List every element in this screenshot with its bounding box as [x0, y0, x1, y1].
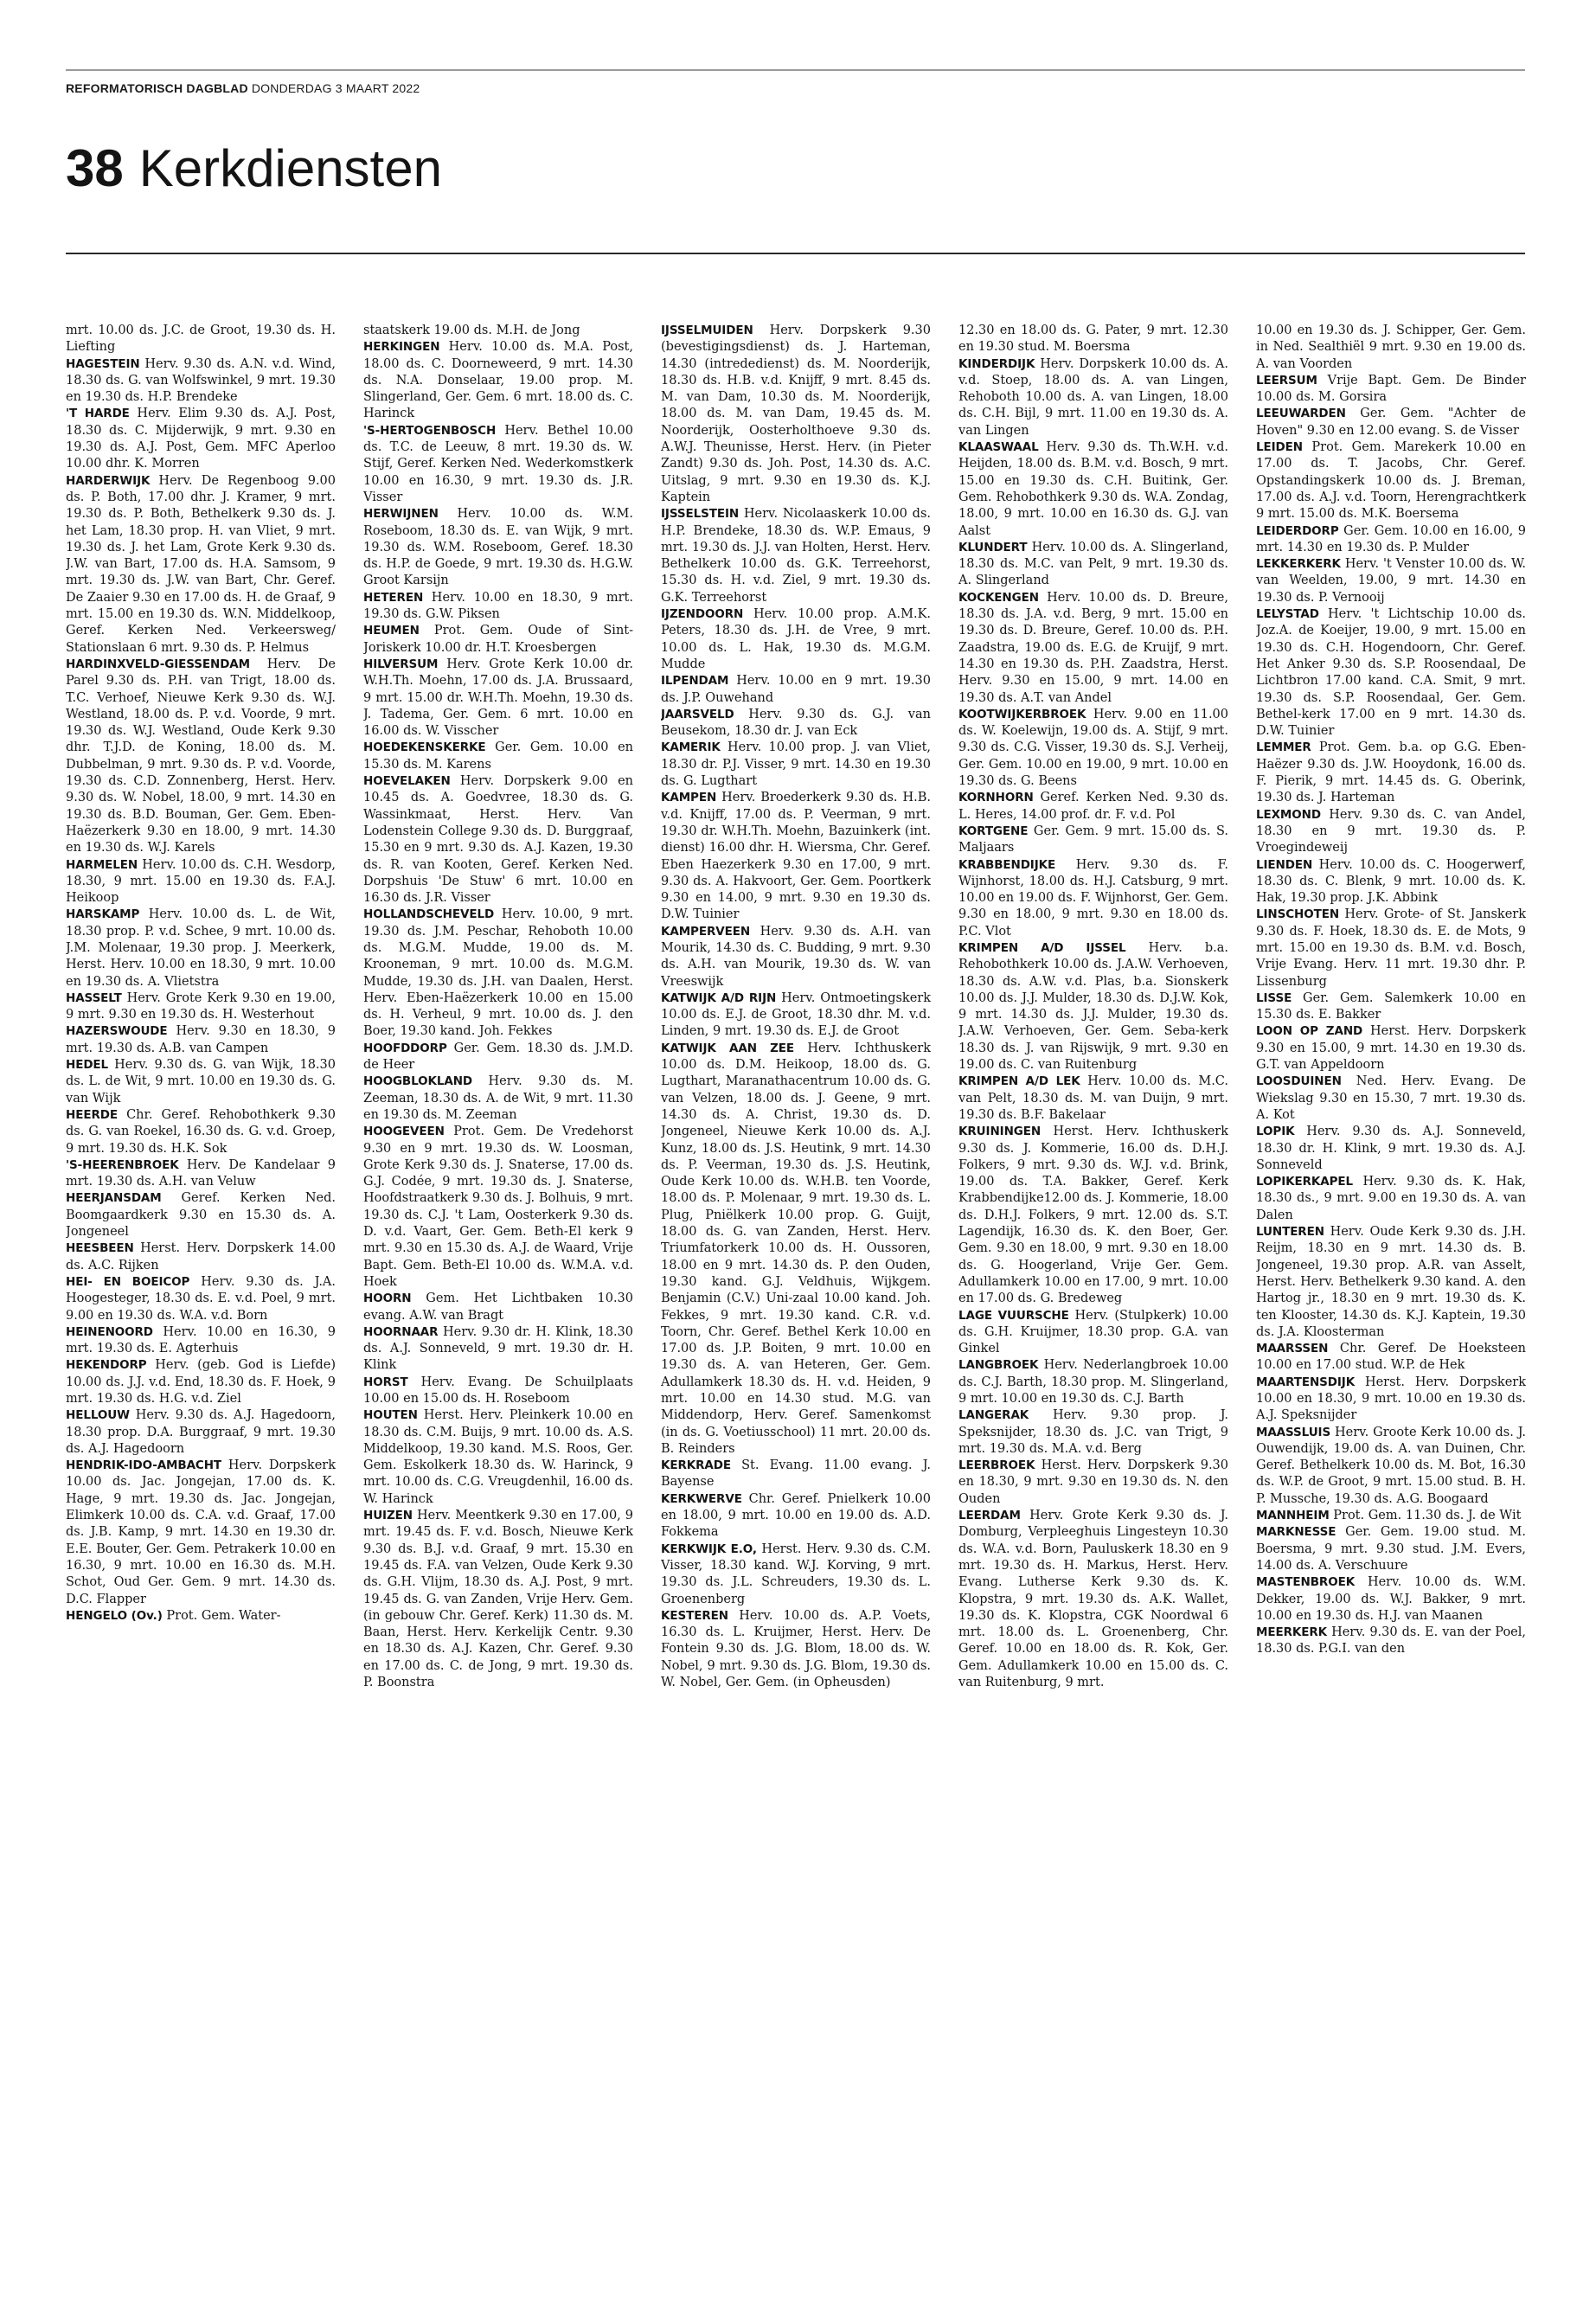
place-name: JAARSVELD: [661, 707, 734, 721]
service-details: Herv. 9.30 en 18.30, 9 mrt. 19.30 ds. A.B. van Campen: [66, 1024, 336, 1055]
service-details: Chr. Geref. Pnielkerk 10.00 en 18.00, 9 mrt. 10.00 en 19.00 ds. A.D. Fokkema: [661, 1491, 931, 1540]
place-name: HERKINGEN: [363, 340, 440, 355]
listing-entry: [1256, 807, 1526, 857]
service-details: Herv. 9.30 ds. K. Hak, 18.30 ds., 9 mrt. 9.00 en 19.30 ds. A. van Dalen: [1256, 1175, 1526, 1222]
listing-entry: [1256, 1425, 1526, 1508]
listing-entry: [661, 606, 931, 673]
service-details: Herv. 10.00 ds. M.A. Post, 18.00 ds. C. Doorneweerd, 9 mrt. 14.30 ds. N.A. Donselaar, 19.00 prop. M. Slingerland, Ger. Gem. 6 mrt. 18.00 ds. C. Harinck: [363, 340, 633, 421]
listing-entry: [66, 857, 336, 907]
service-details: Chr. Geref. De Hoeksteen 10.00 en 17.00 stud. W.P. de Hek: [1256, 1342, 1526, 1373]
listing-entry: [66, 1458, 336, 1608]
service-details: Herv. 9.30 ds. G.J. van Beusekom, 18.30 dr. J. van Eck: [661, 707, 931, 739]
place-name: KLUNDERT: [958, 540, 1028, 554]
listing-entry: [958, 590, 1228, 707]
top-rule: [66, 69, 1525, 71]
service-details: Herv. 10.00 prop. A.M.K. Peters, 18.30 ds. J.H. de Vree, 9 mrt. 10.00 ds. L. Hak, 19.30 ds. M.G.M. Mudde: [661, 607, 931, 671]
listing-entry: [1256, 1074, 1526, 1124]
place-name: 'T HARDE: [66, 407, 130, 421]
listing-entry: [661, 1541, 931, 1608]
column-5: [1256, 323, 1526, 2278]
service-details: Geref. Kerken Ned. Boomgaardkerk 9.30 en 15.30 ds. A. Jongeneel: [66, 1191, 336, 1240]
place-name: LEKKERKERK: [1256, 557, 1341, 572]
listing-entry: [66, 1357, 336, 1407]
service-details: St. Evang. 11.00 evang. J. Bayense: [661, 1458, 931, 1490]
place-name: KINDERDIJK: [958, 356, 1035, 371]
service-details: Herv. 9.30 ds. A.N. v.d. Wind, 18.30 ds. G. van Wolfswinkel, 9 mrt. 19.30 en 19.30 ds. H.P. Brendeke: [66, 356, 336, 405]
service-details: Herv. b.a. Rehobothkerk 10.00 ds. J.A.W. Verhoeven, 18.30 ds. A.W. v.d. Plas, b.a. Sionskerk 10.00 ds. J.J. Mulder, 18.30 ds. D.J.W. Kok, 9 mrt. 14.30 ds. J.J. Mulder, 19.30 ds. J.A.W. Verhoeven, Ger. Gem. Seba-kerk 18.30 ds. J. van Rijswijk, 9 mrt. 9.30 en 19.00 ds. C. van Ruitenburg: [958, 940, 1228, 1073]
service-details: Herv. Dorpskerk 10.00 ds. A. v.d. Stoep, 18.00 ds. A. van Lingen, Rehoboth 10.00 ds. A. van Lingen, 18.00 ds. C.H. Bijl, 9 mrt. 11.00 en 19.30 ds. A. van Lingen: [958, 356, 1228, 438]
place-name: LIENDEN: [1256, 857, 1313, 872]
service-details: Herv. Ontmoetingskerk 10.00 ds. E.J. de Groot, 18.30 dhr. M. v.d. Linden, 9 mrt. 19.30 ds. E.J. de Groot: [661, 990, 931, 1039]
place-name: LEERDAM: [958, 1509, 1021, 1523]
service-details: Prot. Gem. b.a. op G.G. Eben-Haëzer 9.30 ds. J.W. Hooydonk, 16.00 ds. F. Pierik, 9 mrt. 14.45 ds. G. Oberink, 19.30 ds. J. Harteman: [1256, 740, 1526, 805]
listing-entry: [661, 1458, 931, 1491]
service-details: Herv. 10.00 en 16.30, 9 mrt. 19.30 ds. E. Agterhuis: [66, 1324, 336, 1356]
place-name: HARMELEN: [66, 857, 138, 872]
service-details: Herst. Herv. 9.30 ds. C.M. Visser, 18.30 kand. W.J. Korving, 9 mrt. 19.30 ds. J.L. Schreuders, 19.30 ds. L. Groenenberg: [661, 1541, 931, 1606]
listing-entry: [363, 1041, 633, 1074]
listing-entry: [66, 1190, 336, 1240]
listing-entry: [661, 924, 931, 990]
listing-entry: [958, 707, 1228, 790]
place-name: HOOGBLOKLAND: [363, 1074, 473, 1089]
listing-entry: [66, 356, 336, 407]
place-name: LINSCHOTEN: [1256, 907, 1340, 922]
place-name: KLAASWAAL: [958, 440, 1039, 455]
service-details: Herst. Herv. Dorpskerk 10.00 en 18.30, 9 mrt. 10.00 en 19.30 ds. A.J. Speksnijder: [1256, 1375, 1526, 1423]
listing-entry: [363, 1324, 633, 1375]
listing-entry: [66, 907, 336, 990]
place-name: LOON OP ZAND: [1256, 1024, 1363, 1039]
place-name: HAZERSWOUDE: [66, 1024, 168, 1039]
listing-entry: [1256, 857, 1526, 907]
place-name: KRIMPEN A/D LEK: [958, 1074, 1080, 1089]
place-name: LUNTEREN: [1256, 1225, 1324, 1240]
place-name: KATWIJK A/D RIJN: [661, 990, 777, 1005]
listing-entry: [363, 657, 633, 740]
section-title: Kerkdiensten: [138, 139, 442, 197]
listing-entry: [1256, 1375, 1526, 1425]
listing-entry: [1256, 1174, 1526, 1224]
place-name: KOOTWIJKERBROEK: [958, 707, 1086, 721]
service-details: Herv. Grote Kerk 9.30 en 19.00, 9 mrt. 9.30 en 19.30 ds. H. Westerhout: [66, 990, 336, 1022]
place-name: HOORN: [363, 1292, 412, 1306]
service-details: Herst. Herv. Dorpskerk 9.30 en 15.00, 9 mrt. 14.30 en 19.30 ds. G.T. van Appeldoorn: [1256, 1024, 1526, 1073]
place-name: MANNHEIM: [1256, 1509, 1330, 1523]
service-details: 12.30 en 18.00 ds. G. Pater, 9 mrt. 12.30 en 19.30 stud. M. Boersma: [958, 324, 1228, 355]
service-details: Herv. (geb. God is Liefde) 10.00 ds. J.J. v.d. End, 18.30 ds. F. Hoek, 9 mrt. 19.30 ds. H.G. v.d. Ziel: [66, 1358, 336, 1406]
service-details: Gem. Het Lichtbaken 10.30 evang. A.W. van Bragt: [363, 1292, 633, 1323]
listing-entry: [363, 1407, 633, 1508]
place-name: HEI- EN BOEICOP: [66, 1274, 190, 1289]
listing-entry: [958, 1308, 1228, 1358]
service-details: Herv. 9.00 en 11.00 ds. W. Koelewijn, 19.00 ds. A. Stijf, 9 mrt. 9.30 ds. C.G. Visser, 19.30 ds. S.J. Verheij, Ger. Gem. 10.00 en 19.00, 9 mrt. 10.00 en 19.30 ds. G. Beens: [958, 707, 1228, 789]
service-details: Herv. 9.30 ds. F. Wijnhorst, 18.00 ds. H.J. Catsburg, 9 mrt. 10.00 en 19.00 ds. F. Wijnhorst, Ger. Gem. 9.30 en 18.00, 9 mrt. 9.30 en 18.00 ds. P.C. Vlot: [958, 857, 1228, 939]
place-name: HEINENOORD: [66, 1324, 153, 1339]
place-name: LOPIK: [1256, 1125, 1295, 1139]
service-details: Herv. 9.30 dr. H. Klink, 18.30 ds. A.J. Sonneveld, 9 mrt. 19.30 dr. H. Klink: [363, 1324, 633, 1373]
service-details: Ger. Gem. Salemkerk 10.00 en 15.30 ds. E. Bakker: [1256, 990, 1526, 1022]
listing-entry: [66, 657, 336, 857]
service-details: Prot. Gem. Water-: [166, 1608, 281, 1623]
place-name: KRUININGEN: [958, 1125, 1042, 1139]
listing-entry: [363, 623, 633, 657]
place-name: LEXMOND: [1256, 807, 1321, 822]
place-name: HARDINXVELD-GIESSENDAM: [66, 657, 250, 671]
place-name: LANGERAK: [958, 1408, 1029, 1423]
place-name: KRABBENDIJKE: [958, 857, 1056, 872]
listing-entry: [958, 940, 1228, 1074]
service-details: Herv. 9.30 prop. J. Speksnijder, 18.30 ds. J.C. van Trigt, 9 mrt. 19.30 ds. M.A. v.d. Berg: [958, 1408, 1228, 1456]
title-rule: [66, 253, 1525, 254]
service-details: Ger. Gem. 19.00 stud. M. Boersma, 9 mrt. 9.30 stud. J.M. Evers, 14.00 ds. A. Verschuure: [1256, 1525, 1526, 1573]
service-details: Herv. 't Lichtschip 10.00 ds. Joz.A. de Koeijer, 19.00, 9 mrt. 15.00 en 19.30 ds. C.H. Hogendoorn, Chr. Geref. Het Anker 9.30 ds. S.P. Roosendaal, De Lichtbron 17.00 kand. C.A. Smit, 9 mrt. 19.30 ds. S.P. Roosendaal, Ger. Gem. Bethel-kerk 17.00 en 9 mrt. 14.30 ds. D.W. Tuinier: [1256, 607, 1526, 739]
service-details: Herst. Herv. Pleinkerk 10.00 en 18.30 ds. C.M. Buijs, 9 mrt. 10.00 ds. A.S. Middelkoop, 19.30 kand. M.S. Roos, Ger. Gem. Eskolkerk 18.30 ds. W. Harinck, 9 mrt. 10.00 ds. C.G. Vreugdenhil, 16.00 ds. W. Harinck: [363, 1408, 633, 1506]
place-name: LEERSUM: [1256, 373, 1317, 388]
place-name: KERKWERVE: [661, 1491, 742, 1506]
place-name: KERKRADE: [661, 1458, 732, 1473]
place-name: HORST: [363, 1375, 408, 1389]
column-4: [958, 323, 1228, 2278]
place-name: HASSELT: [66, 990, 122, 1005]
service-details: Herv. Nicolaaskerk 10.00 ds. H.P. Brendeke, 18.30 ds. W.P. Emaus, 9 mrt. 19.30 ds. J.J. van Holten, Herst. Herv. Bethelkerk 10.00 ds. G.K. Terreehorst, 15.30 ds. H. v.d. Ziel, 9 mrt. 19.30 ds. G.K. Terreehorst: [661, 507, 931, 605]
issue-date: DONDERDAG 3 MAART 2022: [251, 81, 420, 95]
listing-entry: [66, 473, 336, 657]
listing-entry: [661, 506, 931, 606]
service-details: Ger. Gem. 18.30 ds. J.M.D. de Heer: [363, 1041, 633, 1073]
place-name: LEMMER: [1256, 740, 1311, 755]
place-name: HELLOUW: [66, 1408, 130, 1423]
listing-entry: [661, 673, 931, 707]
service-details: Herv. Bethel 10.00 ds. T.C. de Leeuw, 8 mrt. 19.30 ds. W. Stijf, Geref. Kerken Ned. Wederkomstkerk 10.00 en 16.30, 9 mrt. 19.30 ds. J.R. Visser: [363, 423, 633, 504]
listing-columns: [66, 323, 1528, 2278]
service-details: Herv. 10.00 ds. W.M. Roseboom, 18.30 ds. E. van Wijk, 9 mrt. 19.30 ds. W.M. Roseboom, Geref. 18.30 ds. H.P. de Goede, 9 mrt. 19.30 ds. H.G.W. Groot Karsijn: [363, 507, 633, 588]
place-name: HEERDE: [66, 1107, 118, 1122]
place-name: HENGELO (Ov.): [66, 1608, 163, 1623]
listing-entry: [1256, 1508, 1526, 1524]
place-name: HARSKAMP: [66, 907, 140, 922]
listing-entry: [1256, 556, 1526, 606]
place-name: HOEVELAKEN: [363, 774, 451, 789]
place-name: HOEDEKENSKERKE: [363, 740, 486, 755]
place-name: MARKNESSE: [1256, 1525, 1336, 1540]
listing-entry: [958, 1357, 1228, 1407]
service-details: Herv. De Parel 9.30 ds. P.H. van Trigt, 18.00 ds. T.C. Verhoef, Nieuwe Kerk 9.30 ds. W.J. Westland, 18.00 ds. P. v.d. Voorde, 9 mrt. 19.30 ds. W.J. Westland, Oude Kerk 9.30 dhr. T.J.D. de Koning, 18.00 ds. M. Dubbelman, 9 mrt. 9.30 ds. P. v.d. Voorde, 19.30 ds. C.D. Zonnenberg, Herst. Herv. 9.30 ds. W. Nobel, 18.00, 9 mrt. 14.30 en 19.30 ds. B.D. Bouman, Ger. Gem. Eben-Haëzerkerk 9.30 en 18.00, 9 mrt. 14.30 en 19.30 ds. W.J. Karels: [66, 657, 336, 856]
service-details: Herv. 10.00, 9 mrt. 19.30 ds. J.M. Peschar, Rehoboth 10.00 ds. M.G.M. Mudde, 19.00 ds. M. Krooneman, 9 mrt. 10.00 ds. M.G.M. Mudde, 19.30 ds. J.H. van Daalen, Herst. Herv. Eben-Haëzerkerk 10.00 en 15.00 ds. H. Verheul, 9 mrt. 10.00 ds. J. den Boer, 19.30 kand. Joh. Fekkes: [363, 907, 633, 1039]
place-name: MAARSSEN: [1256, 1342, 1329, 1356]
listing-entry: [66, 1157, 336, 1191]
listing-entry: [958, 356, 1228, 439]
listing-entry: [1256, 1341, 1526, 1375]
place-name: LEIDERDORP: [1256, 523, 1339, 538]
place-name: LEEUWARDEN: [1256, 407, 1346, 421]
listing-entry: [363, 506, 633, 589]
newspaper-name: REFORMATORISCH DAGBLAD: [66, 81, 248, 95]
service-details: Herv. Dorpskerk 9.00 en 10.45 ds. A. Goedvree, 18.30 ds. G. Wassinkmaat, Herst. Herv. Van Lodenstein College 9.30 ds. D. Burggraaf, 15.30 en 9 mrt. 9.30 ds. A.J. Kazen, 19.30 ds. R. van Kooten, Geref. Kerken Ned. Dorpshuis 'De Stuw' 6 mrt. 10.00 en 16.30 ds. J.R. Visser: [363, 774, 633, 906]
listing-entry: [958, 857, 1228, 940]
place-name: HOOGEVEEN: [363, 1125, 445, 1139]
listing-entry: [661, 707, 931, 740]
service-details: Herst. Herv. Dorpskerk 9.30 en 18.30, 9 mrt. 9.30 en 19.30 ds. N. den Ouden: [958, 1458, 1228, 1506]
listing-entry: [958, 439, 1228, 540]
service-details: Herv. 10.00 en 9 mrt. 19.30 ds. J.P. Ouwehand: [661, 674, 931, 705]
place-name: HOLLANDSCHEVELD: [363, 907, 495, 922]
listing-entry: [958, 1508, 1228, 1691]
listing-entry: [66, 1240, 336, 1274]
place-name: HEUMEN: [363, 624, 420, 638]
listing-entry: [1256, 523, 1526, 557]
service-details: Herv. Dorpskerk 9.30 (bevestigingsdienst) ds. J. Harteman, 14.30 (intrededienst) ds. M. Noorderijk, 18.30 ds. H.B. v.d. Knijff, 9 mrt. 8.45 ds. M. van Dam, 10.30 ds. M. Noorderijk, 18.00 ds. M. van Dam, 19.45 ds. M. Noorderijk, Oosterholthoeve 9.30 ds. A.W.J. Theunisse, Herst. Herv. (in Pieter Zandt) 9.30 ds. Joh. Post, 14.30 ds. A.C. Uitslag, 9 mrt. 9.30 en 19.30 ds. K.J. Kaptein: [661, 324, 931, 504]
place-name: HERWIJNEN: [363, 507, 439, 522]
service-details: mrt. 10.00 ds. J.C. de Groot, 19.30 ds. H. Liefting: [66, 324, 336, 355]
service-details: Herv. 10.00 ds. A.P. Voets, 16.30 ds. L. Kruijmer, Herst. Herv. De Fontein 9.30 ds. J.G. Blom, 18.00 ds. W. Nobel, 9 mrt. 9.30 ds. J.G. Blom, 19.30 ds. W. Nobel, Ger. Gem. (in Opheusden): [661, 1608, 931, 1690]
service-details: Herv. 10.00 en 18.30, 9 mrt. 19.30 ds. G.W. Piksen: [363, 590, 633, 622]
service-details: Herst. Herv. Ichthuskerk 9.30 ds. J. Kommerie, 16.00 ds. D.H.J. Folkers, 9 mrt. 9.30 ds. W.J. v.d. Brink, 19.00 ds. T.A. Bakker, Geref. Kerk Krabbendijke12.00 ds. J. Kommerie, 18.00 ds. D.H.J. Folkers, 9 mrt. 12.00 ds. S.T. Lagendijk, 16.30 ds. K. den Boer, Ger. Gem. 9.30 en 18.00, 9 mrt. 9.30 en 18.00 ds. G. Hoogerland, Vrije Ger. Gem. Adullamkerk 10.00 en 17.00, 9 mrt. 10.00 en 17.00 ds. G. Bredeweg: [958, 1125, 1228, 1306]
service-details: Geref. Kerken Ned. 9.30 ds. L. Heres, 14.00 prof. dr. F. v.d. Pol: [958, 791, 1228, 822]
page-title: [66, 138, 442, 199]
place-name: MAASSLUIS: [1256, 1425, 1331, 1439]
column-3: [661, 323, 931, 2278]
place-name: MASTENBROEK: [1256, 1575, 1356, 1590]
listing-entry: [661, 1608, 931, 1691]
service-details: Herv. (Stulpkerk) 10.00 ds. G.H. Kruijmer, 18.30 prop. G.A. van Ginkel: [958, 1308, 1228, 1356]
listing-entry: [363, 1508, 633, 1691]
listing-entry: [1256, 439, 1526, 522]
place-name: KERKWIJK E.O,: [661, 1541, 757, 1556]
running-header: [66, 81, 420, 95]
place-name: ILPENDAM: [661, 674, 729, 689]
listing-entry: [1256, 1574, 1526, 1625]
service-details: Ned. Herv. Evang. De Wiekslag 9.30 en 15.30, 7 mrt. 19.30 ds. A. Kot: [1256, 1074, 1526, 1122]
service-details: Herv. Dorpskerk 10.00 ds. Jac. Jongejan, 17.00 ds. K. Hage, 9 mrt. 19.30 ds. Jac. Jongejan, Elimkerk 10.00 ds. C.A. v.d. Graaf, 17.00 ds. J.B. Kamp, 9 mrt. 14.30 en 19.30 dr. E.E. Bouter, Ger. Gem. Petrakerk 10.00 en 16.30, 9 mrt. 10.00 en 16.30 ds. M.H. Schot, Oud Ger. Gem. 9 mrt. 14.30 ds. D.C. Flapper: [66, 1458, 336, 1606]
service-details: Herv. Meentkerk 9.30 en 17.00, 9 mrt. 19.45 ds. F. v.d. Bosch, Nieuwe Kerk 9.30 ds. B.J. v.d. Graaf, 9 mrt. 15.30 en 19.45 ds. F.A. van Velzen, Oude Kerk 9.30 ds. G.H. Vlijm, 18.30 ds. A.J. Post, 9 mrt. 19.45 ds. G. van Zanden, Vrije Herv. Gem. (in gebouw Chr. Geref. Kerk) 11.30 ds. M. Baan, Herst. Herv. Kerkelijk Centr. 9.30 en 18.30 ds. A.J. Kazen, Chr. Geref. 9.30 en 17.00 ds. C. de Jong, 9 mrt. 19.30 ds. P. Boonstra: [363, 1509, 633, 1690]
listing-entry: [363, 423, 633, 506]
service-details: staatskerk 19.00 ds. M.H. de Jong: [363, 324, 580, 337]
service-details: Chr. Geref. Rehobothkerk 9.30 ds. G. van Roekel, 16.30 ds. G. v.d. Groep, 9 mrt. 19.30 ds. H.K. Sok: [66, 1107, 336, 1156]
listing-entry: [1256, 406, 1526, 439]
service-details: Herv. 9.30 ds. M. Zeeman, 18.30 ds. A. de Wit, 9 mrt. 11.30 en 19.30 ds. M. Zeeman: [363, 1074, 633, 1122]
place-name: LANGBROEK: [958, 1358, 1039, 1373]
place-name: 'S-HERTOGENBOSCH: [363, 423, 497, 438]
service-details: Ger. Gem. "Achter de Hoven" 9.30 en 12.00 evang. S. de Visser: [1256, 407, 1526, 438]
place-name: LAGE VUURSCHE: [958, 1308, 1069, 1323]
service-details: Herv. Evang. De Schuilplaats 10.00 en 15.00 ds. H. Roseboom: [363, 1375, 633, 1406]
place-name: IJSSELMUIDEN: [661, 324, 753, 337]
service-details: Herv. 9.30 ds. A.J. Sonneveld, 18.30 dr. H. Klink, 9 mrt. 19.30 ds. A.J. Sonneveld: [1256, 1125, 1526, 1172]
listing-entry: [363, 1375, 633, 1408]
listing-entry: [363, 339, 633, 422]
service-details: Herv. De Kandelaar 9 mrt. 19.30 ds. A.H. van Veluw: [66, 1157, 336, 1189]
listing-entry: [66, 406, 336, 472]
listing-entry: [1256, 1524, 1526, 1574]
service-details: Herv. Grote Kerk 9.30 ds. J. Domburg, Verpleeghuis Lingesteyn 10.30 ds. W.A. v.d. Born, Pauluskerk 18.30 en 9 mrt. 19.30 ds. H. Markus, Herst. Herv. Evang. Lutherse Kerk 9.30 ds. K. Klopstra, 9 mrt. 19.30 ds. A.K. Wallet, 19.30 ds. K. Klopstra, CGK Noordwal 6 mrt. 18.00 ds. L. Groenenberg, Chr. Geref. 10.00 en 18.00 ds. R. Kok, Ger. Gem. Adullamkerk 10.00 en 15.00 ds. C. van Ruitenburg, 9 mrt.: [958, 1509, 1228, 1690]
place-name: HOOFDDORP: [363, 1041, 447, 1055]
service-details: Prot. Gem. Oude of Sint-Joriskerk 10.00 dr. H.T. Kroesbergen: [363, 624, 633, 655]
service-details: 10.00 en 19.30 ds. J. Schipper, Ger. Gem. in Ned. Sealthiël 9 mrt. 9.30 en 19.00 ds. A. van Voorden: [1256, 324, 1526, 371]
listing-entry: [958, 790, 1228, 824]
listing-entry: [661, 1041, 931, 1458]
listing-entry: [66, 1274, 336, 1324]
service-details: Vrije Bapt. Gem. De Binder 10.00 ds. M. Gorsira: [1256, 373, 1526, 405]
service-details: Herv. 10.00 ds. L. de Wit, 18.30 prop. P. v.d. Schee, 9 mrt. 10.00 ds. J.M. Molenaar, 19.30 prop. J. Meerkerk, Herst. Herv. 10.00 en 18.30, 9 mrt. 10.00 en 19.30 ds. A. Vlietstra: [66, 907, 336, 989]
service-details: Herv. Nederlangbroek 10.00 ds. C.J. Barth, 18.30 prop. M. Slingerland, 9 mrt. 10.00 en 19.30 ds. C.J. Barth: [958, 1358, 1228, 1406]
place-name: LISSE: [1256, 990, 1292, 1005]
listing-entry: [363, 1124, 633, 1291]
listing-entry: [363, 323, 633, 339]
place-name: HETEREN: [363, 590, 424, 605]
listing-entry: [363, 1074, 633, 1124]
service-details: Herv. De Regenboog 9.00 ds. P. Both, 17.00 dhr. J. Kramer, 9 mrt. 19.30 ds. P. Both, Bethelkerk 9.30 ds. J. het Lam, 18.30 prop. H. van Vliet, 9 mrt. 19.30 ds. J. het Lam, Grote Kerk 9.30 ds. J.W. van Bart, 17.00 ds. H.A. Samsom, 9 mrt. 19.30 ds. J.W. van Bart, Chr. Geref. De Zaaier 9.30 en 17.00 ds. H. de Graaf, 9 mrt. 15.00 en 19.30 ds. W.N. Middelkoop, Geref. Kerken Ned. Verkeersweg/ Stationslaan 6 mrt. 9.30 ds. P. Helmus: [66, 473, 336, 655]
place-name: KOCKENGEN: [958, 590, 1039, 605]
listing-entry: [363, 907, 633, 1040]
service-details: Prot. Gem. 11.30 ds. J. de Wit: [1333, 1509, 1522, 1523]
listing-entry: [66, 990, 336, 1024]
listing-entry: [661, 790, 931, 923]
place-name: KAMERIK: [661, 740, 721, 755]
place-name: HUIZEN: [363, 1509, 413, 1523]
place-name: HEKENDORP: [66, 1358, 147, 1373]
page-number: 38: [66, 139, 124, 197]
place-name: 'S-HEERENBROEK: [66, 1157, 179, 1172]
service-details: Ger. Gem. 10.00 en 16.00, 9 mrt. 14.30 en 19.30 ds. P. Mulder: [1256, 523, 1526, 554]
listing-entry: [958, 1458, 1228, 1508]
place-name: KORTGENE: [958, 824, 1029, 838]
listing-entry: [661, 990, 931, 1041]
service-details: Herv. 9.30 ds. Th.W.H. v.d. Heijden, 18.00 ds. B.M. v.d. Bosch, 9 mrt. 15.00 en 19.30 ds. C.H. Buitink, Ger. Gem. Rehobothkerk 9.30 ds. W.A. Zondag, 18.00, 9 mrt. 10.00 en 16.30 ds. G.J. van Aalst: [958, 440, 1228, 538]
place-name: MAARTENSDIJK: [1256, 1375, 1356, 1389]
listing-entry: [1256, 740, 1526, 806]
listing-entry: [958, 540, 1228, 590]
listing-entry: [1256, 1023, 1526, 1074]
listing-entry: [661, 323, 931, 506]
service-details: Herv. 10.00 ds. W.M. Dekker, 19.00 ds. W.J. Bakker, 9 mrt. 10.00 en 19.30 ds. H.J. van Maanen: [1256, 1575, 1526, 1623]
listing-entry: [1256, 606, 1526, 740]
service-details: Herv. Grote- of St. Janskerk 9.30 ds. F. Hoek, 18.30 ds. E. de Mots, 9 mrt. 15.00 en 19.30 ds. B.M. v.d. Bosch, Vrije Evang. Herv. 11 mrt. 19.30 dhr. P. Lissenburg: [1256, 907, 1526, 989]
listing-entry: [1256, 907, 1526, 990]
listing-entry: [1256, 990, 1526, 1024]
column-1: [66, 323, 336, 2278]
service-details: Prot. Gem. Marekerk 10.00 en 17.00 ds. T. Jacobs, Chr. Geref. Opstandingskerk 10.00 ds. J. Breman, 17.00 ds. A.J. v.d. Toorn, Herengrachtkerk 9 mrt. 15.00 ds. M.K. Boersema: [1256, 440, 1526, 522]
service-details: Herst. Herv. Dorpskerk 14.00 ds. A.C. Rijken: [66, 1241, 336, 1272]
listing-entry: [958, 323, 1228, 356]
service-details: Herv. 10.00 ds. A. Slingerland, 18.30 ds. M.C. van Pelt, 9 mrt. 19.30 ds. A. Slingerland: [958, 540, 1228, 588]
listing-entry: [363, 1291, 633, 1324]
service-details: Herv. Groote Kerk 10.00 ds. J. Ouwendijk, 19.00 ds. A. van Duinen, Chr. Geref. Bethelkerk 10.00 ds. M. Bot, 16.30 ds. W.P. de Groot, 9 mrt. 15.00 stud. B. H. P. Mussche, 19.30 ds. A.G. Boogaard: [1256, 1425, 1526, 1506]
place-name: IJSSELSTEIN: [661, 507, 740, 522]
service-details: Ger. Gem. 10.00 en 15.30 ds. M. Karens: [363, 740, 633, 772]
listing-entry: [661, 1491, 931, 1541]
service-details: Herv. Grote Kerk 10.00 dr. W.H.Th. Moehn, 17.00 ds. J.A. Brussaard, 9 mrt. 15.00 dr. W.H.Th. Moehn, 19.30 ds. J. Tadema, Ger. Gem. 6 mrt. 10.00 en 16.00 ds. W. Visscher: [363, 657, 633, 739]
place-name: HEDEL: [66, 1058, 109, 1073]
place-name: LEIDEN: [1256, 440, 1303, 455]
column-2: [363, 323, 633, 2278]
service-details: Herv. 9.30 ds. J.A. Hoogesteger, 18.30 ds. E. v.d. Poel, 9 mrt. 9.00 en 19.30 ds. W.A. v.d. Born: [66, 1274, 336, 1323]
place-name: KORNHORN: [958, 791, 1034, 805]
place-name: KRIMPEN A/D IJSSEL: [958, 940, 1126, 955]
listing-entry: [1256, 373, 1526, 407]
listing-entry: [66, 323, 336, 356]
service-details: Herv. 9.30 ds. A.H. van Mourik, 14.30 ds. C. Budding, 9 mrt. 9.30 ds. A.H. van Mourik, 19.30 ds. W. van Vreeswijk: [661, 924, 931, 989]
service-details: Herv. 9.30 ds. G. van Wijk, 18.30 ds. L. de Wit, 9 mrt. 10.00 en 19.30 ds. G. van Wijk: [66, 1058, 336, 1106]
listing-entry: [1256, 1124, 1526, 1174]
place-name: LELYSTAD: [1256, 607, 1319, 622]
listing-entry: [66, 1107, 336, 1157]
listing-entry: [66, 1407, 336, 1458]
service-details: Ger. Gem. 9 mrt. 15.00 ds. S. Maljaars: [958, 824, 1228, 856]
place-name: MEERKERK: [1256, 1625, 1328, 1640]
place-name: HARDERWIJK: [66, 473, 151, 488]
listing-entry: [1256, 1625, 1526, 1658]
listing-entry: [958, 1074, 1228, 1124]
service-details: Herv. Elim 9.30 ds. A.J. Post, 18.30 ds. C. Mijderwijk, 9 mrt. 9.30 en 19.30 ds. A.J. Post, Gem. MFC Aperloo 10.00 dhr. K. Morren: [66, 407, 336, 471]
listing-entry: [66, 1057, 336, 1107]
service-details: Herv. 9.30 ds. A.J. Hagedoorn, 18.30 prop. D.A. Burggraaf, 9 mrt. 19.30 ds. A.J. Hagedoorn: [66, 1408, 336, 1456]
place-name: KAMPEN: [661, 791, 717, 805]
listing-entry: [66, 1324, 336, 1358]
place-name: KAMPERVEEN: [661, 924, 751, 939]
place-name: LEERBROEK: [958, 1458, 1035, 1473]
place-name: KATWIJK AAN ZEE: [661, 1041, 795, 1055]
service-details: Herv. 9.30 ds. C. van Andel, 18.30 en 9 mrt. 19.30 ds. P. Vroegindeweij: [1256, 807, 1526, 856]
service-details: Herv. 10.00 ds. D. Breure, 18.30 ds. J.A. v.d. Berg, 9 mrt. 15.00 en 19.30 ds. D. Breure, Geref. 10.00 ds. P.H. Zaadstra, 19.00 ds. E.G. de Kruijf, 9 mrt. 14.30 en 19.30 ds. P.H. Zaadstra, Herst. Herv. 9.30 en 15.00, 9 mrt. 14.00 en 19.30 ds. A.T. van Andel: [958, 590, 1228, 705]
listing-entry: [66, 1023, 336, 1057]
listing-entry: [363, 590, 633, 624]
place-name: KESTEREN: [661, 1608, 728, 1623]
place-name: HILVERSUM: [363, 657, 439, 671]
listing-entry: [363, 740, 633, 773]
service-details: Prot. Gem. De Vredehorst 9.30 en 9 mrt. 19.30 ds. W. Loosman, Grote Kerk 9.30 ds. J. Snaterse, 17.00 ds. G.J. Codée, 9 mrt. 19.30 ds. J. Snaterse, Hoofdstraatkerk 9.30 ds. J. Bolhuis, 9 mrt. 19.30 ds. C.J. 't Lam, Oosterkerk 9.30 ds. D. v.d. Vaart, Ger. Gem. Beth-El kerk 9 mrt. 9.30 en 15.30 ds. A.J. de Waard, Vrije Bapt. Gem. Beth-El 10.00 ds. W.M.A. v.d. Hoek: [363, 1125, 633, 1289]
listing-entry: [66, 1608, 336, 1625]
service-details: Herv. 10.00 prop. J. van Vliet, 18.30 dr. P.J. Visser, 9 mrt. 14.30 en 19.30 ds. G. Lugthart: [661, 740, 931, 789]
place-name: HOORNAAR: [363, 1324, 439, 1339]
place-name: HEESBEEN: [66, 1241, 134, 1256]
service-details: Herv. 10.00 ds. C.H. Wesdorp, 18.30, 9 mrt. 15.00 en 19.30 ds. F.A.J. Heikoop: [66, 857, 336, 906]
service-details: Herv. 10.00 ds. M.C. van Pelt, 18.30 ds. M. van Duijn, 9 mrt. 19.30 ds. B.F. Bakelaar: [958, 1074, 1228, 1122]
listing-entry: [958, 824, 1228, 857]
listing-entry: [363, 773, 633, 907]
service-details: Herv. Oude Kerk 9.30 ds. J.H. Reijm, 18.30 en 9 mrt. 14.30 ds. B. Jongeneel, 19.30 prop. A.R. van Asselt, Herst. Herv. Bethelkerk 9.30 kand. A. den Hartog jr., 18.30 en 9 mrt. 19.30 ds. K. ten Klooster, 14.30 ds. K.J. Kaptein, 19.30 ds. J.A. Kloosterman: [1256, 1225, 1526, 1339]
service-details: Herv. Broederkerk 9.30 ds. H.B. v.d. Knijff, 17.00 ds. P. Veerman, 9 mrt. 19.30 dr. W.H.Th. Moehn, Bazuinkerk (int. dienst) 16.00 dhr. H. Wiersma, Chr. Geref. Eben Haezerkerk 9.30 en 17.00, 9 mrt. 9.30 ds. A. Hakvoort, Ger. Gem. Poortkerk 9.30 en 14.00, 9 mrt. 9.30 en 19.30 ds. D.W. Tuinier: [661, 791, 931, 922]
place-name: HAGESTEIN: [66, 356, 140, 371]
place-name: HENDRIK-IDO-AMBACHT: [66, 1458, 222, 1473]
place-name: IJZENDOORN: [661, 607, 744, 622]
service-details: Herv. 10.00 ds. C. Hoogerwerf, 18.30 ds. C. Blenk, 9 mrt. 10.00 ds. K. Hak, 19.30 prop. J.K. Abbink: [1256, 857, 1526, 906]
service-details: Herv. 9.30 ds. E. van der Poel, 18.30 ds. P.G.I. van den: [1256, 1625, 1526, 1657]
listing-entry: [1256, 1224, 1526, 1341]
listing-entry: [661, 740, 931, 790]
place-name: HEERJANSDAM: [66, 1191, 162, 1206]
place-name: HOUTEN: [363, 1408, 418, 1423]
service-details: Herv. 't Venster 10.00 ds. W. van Weelden, 19.00, 9 mrt. 14.30 en 19.30 ds. P. Vernooij: [1256, 557, 1526, 605]
place-name: LOOSDUINEN: [1256, 1074, 1342, 1089]
listing-entry: [1256, 323, 1526, 373]
listing-entry: [958, 1124, 1228, 1307]
place-name: LOPIKERKAPEL: [1256, 1175, 1354, 1189]
listing-entry: [958, 1407, 1228, 1458]
service-details: Herv. Ichthuskerk 10.00 ds. D.M. Heikoop, 18.00 ds. G. Lugthart, Maranathacentrum 10.00 ds. G. van Velzen, 18.00 ds. J. Geene, 9 mrt. 14.30 ds. A. Christ, 19.30 ds. D. Jongeneel, Nieuwe Kerk 10.00 ds. A.J. Kunz, 18.00 ds. J.S. Heutink, 9 mrt. 14.30 ds. P. Veerman, 19.30 ds. J.S. Heutink, Oude Kerk 10.00 ds. W.H.B. ten Voorde, 18.00 ds. P. Molenaar, 9 mrt. 19.30 ds. L. Plug, Pniëlkerk 10.00 prop. G. Guijt, 18.00 ds. G. van Zanden, Herst. Herv. Triumfatorkerk 10.00 ds. H. Oussoren, 18.00 en 9 mrt. 14.30 ds. P. den Ouden, 19.30 kand. G.J. Veldhuis, Wijkgem. Benjamin (C.V.) Uni-zaal 10.00 kand. Joh. Fekkes, 9 mrt. 19.30 kand. C.R. v.d. Toorn, Chr. Geref. Bethel Kerk 10.00 en 17.00 ds. J.P. Boiten, 9 mrt. 10.00 en 19.30 ds. A. van Heteren, Ger. Gem. Adullamkerk 18.30 ds. H. v.d. Heiden, 9 mrt. 10.00 en 14.30 stud. M.G. van Middendorp, Herv. Geref. Samenkomst (in ds. G. Voetiusschool) 11 mrt. 20.00 ds. B. Reinders: [661, 1041, 931, 1456]
